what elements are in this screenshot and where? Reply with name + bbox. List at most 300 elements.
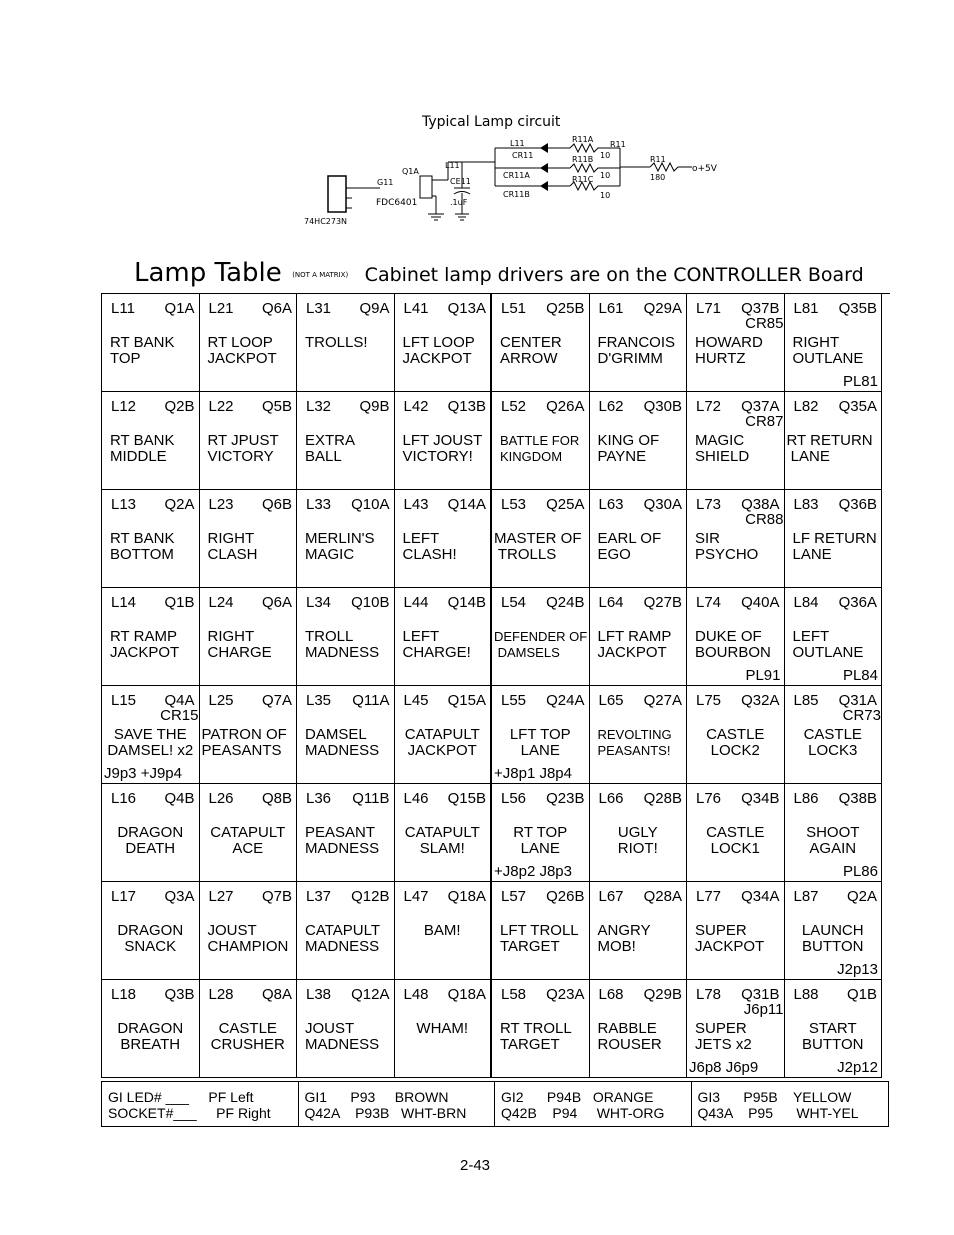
lamp-number: L16 (111, 790, 137, 807)
svg-text:CR11A: CR11A (503, 171, 530, 180)
lamp-description: FRANCOIS D'GRIMM (597, 334, 676, 367)
lamp-number: L57 (501, 888, 527, 905)
lamp-cell (785, 588, 883, 686)
driver-transistor: Q7A (261, 692, 292, 709)
driver-transistor: Q30A (643, 496, 682, 513)
svg-text:.1uF: .1uF (450, 198, 468, 207)
lamp-cell (395, 882, 493, 980)
lamp-description: LEFT CHARGE! (402, 628, 471, 661)
lamp-cell (102, 392, 200, 490)
lamp-cell (395, 980, 493, 1078)
lamp-description: SUPER JACKPOT (695, 922, 765, 955)
lamp-description: LF RETURN LANE (792, 530, 877, 563)
gi-table (101, 1081, 889, 1127)
lamp-number: L61 (598, 300, 624, 317)
driver-transistor: Q10B (351, 594, 390, 611)
driver-transistor: Q31A (838, 692, 877, 709)
lamp-number: L58 (501, 986, 527, 1003)
driver-transistor: Q9A (359, 300, 390, 317)
lamp-description: RT RETURN LANE (786, 432, 873, 465)
lamp-number: L41 (403, 300, 429, 317)
driver-transistor: Q23B (546, 790, 585, 807)
driver-ref: J6p11 (743, 1001, 784, 1018)
lamp-number: L74 (696, 594, 722, 611)
lamp-table-note: (NOT A MATRIX) (292, 271, 349, 279)
driver-transistor: Q13B (447, 398, 486, 415)
driver-transistor: Q38A (741, 496, 780, 513)
lamp-description: EARL OF EGO (597, 530, 662, 563)
lamp-description: DAMSEL MADNESS (305, 726, 380, 759)
driver-transistor: Q2A (164, 496, 195, 513)
driver-ref: CR85 (745, 315, 784, 332)
driver-transistor: Q6B (261, 496, 292, 513)
driver-transistor: Q14B (447, 594, 486, 611)
lamp-cell (102, 686, 200, 784)
driver-transistor: Q2B (164, 398, 195, 415)
lamp-description: LFT RAMP JACKPOT (597, 628, 672, 661)
lamp-row (102, 490, 890, 588)
ic-74hc273n (328, 176, 346, 212)
lamp-cell (200, 588, 298, 686)
lamp-description: CASTLE CRUSHER (210, 1020, 285, 1053)
lamp-number: L37 (306, 888, 332, 905)
driver-transistor: Q6A (261, 594, 292, 611)
lamp-number: L62 (598, 398, 624, 415)
lamp-number: L34 (306, 594, 332, 611)
lamp-number: L66 (598, 790, 624, 807)
lamp-number: L14 (111, 594, 137, 611)
lamp-cell (297, 588, 395, 686)
lamp-number: L15 (111, 692, 137, 709)
lamp-number: L78 (696, 986, 722, 1003)
lamp-number: L54 (501, 594, 527, 611)
lamp-number: L51 (501, 300, 527, 317)
connector-ref: J6p8 J6p9 (689, 1059, 759, 1076)
gi-line: GI LED# ___ PF Left (108, 1089, 254, 1105)
lamp-description: RABBLE ROUSER (597, 1020, 662, 1053)
lamp-description: BATTLE FOR KINGDOM (500, 433, 580, 464)
lamp-number: L44 (403, 594, 429, 611)
lamp-description: RT TOP LANE (513, 824, 568, 857)
lamp-cell (785, 294, 883, 392)
lamp-description: TROLLS! (305, 334, 368, 351)
lamp-number: L26 (208, 790, 234, 807)
driver-transistor: Q15A (447, 692, 486, 709)
lamp-description: SIR PSYCHO (695, 530, 759, 563)
lamp-cell (687, 686, 785, 784)
lamp-description: LEFT CLASH! (402, 530, 457, 563)
driver-transistor: Q24B (546, 594, 585, 611)
lamp-description: DRAGON DEATH (117, 824, 184, 857)
lamp-cell (200, 882, 298, 980)
lamp-number: L53 (501, 496, 527, 513)
page-number: 2-43 (460, 1157, 491, 1174)
gi-line: SOCKET#___ PF Right (108, 1105, 271, 1121)
lamp-description: CENTER ARROW (500, 334, 562, 367)
svg-text:10: 10 (600, 191, 611, 200)
driver-transistor: Q38B (838, 790, 877, 807)
driver-transistor: Q4A (164, 692, 195, 709)
driver-transistor: Q9B (359, 398, 390, 415)
lamp-description: KING OF PAYNE (597, 432, 660, 465)
lamp-description: CATAPULT JACKPOT (404, 726, 480, 759)
driver-transistor: Q12A (351, 986, 390, 1003)
lamp-description: JOUST CHAMPION (207, 922, 289, 955)
lamp-description: DEFENDER OF DAMSELS (494, 629, 588, 660)
lamp-description: DRAGON SNACK (117, 922, 184, 955)
lamp-description: MAGIC SHIELD (695, 432, 750, 465)
lamp-description: PATRON OF PEASANTS (201, 726, 287, 759)
lamp-cell (395, 490, 493, 588)
lamp-cell (590, 392, 688, 490)
lamp-number: L23 (208, 496, 234, 513)
svg-text:R11A: R11A (572, 135, 594, 144)
driver-transistor: Q36A (838, 594, 877, 611)
svg-text:R11: R11 (610, 140, 626, 149)
connector-ref: J2p13 (837, 961, 878, 978)
lamp-number: L67 (598, 888, 624, 905)
lamp-number: L35 (306, 692, 332, 709)
driver-transistor: Q6A (261, 300, 292, 317)
lamp-cell (297, 784, 395, 882)
lamp-number: L11 (111, 300, 135, 317)
driver-ref: CR73 (842, 707, 881, 724)
lamp-number: L76 (696, 790, 722, 807)
lamp-number: L88 (793, 986, 819, 1003)
svg-text:R11: R11 (650, 155, 666, 164)
lamp-number: L21 (208, 300, 234, 317)
driver-transistor: Q18A (447, 888, 486, 905)
lamp-cell (590, 784, 688, 882)
lamp-description: BAM! (423, 922, 461, 939)
driver-transistor: Q37B (741, 300, 780, 317)
lamp-cell (785, 980, 883, 1078)
lamp-cell (785, 490, 883, 588)
lamp-number: L55 (501, 692, 527, 709)
driver-transistor: Q27B (643, 594, 682, 611)
lamp-cell (102, 588, 200, 686)
driver-transistor: Q36B (838, 496, 877, 513)
lamp-cell (395, 392, 493, 490)
lamp-description: LEFT OUTLANE (792, 628, 864, 661)
connector-ref: J2p12 (837, 1059, 878, 1076)
lamp-number: L84 (793, 594, 819, 611)
svg-text:G11: G11 (377, 178, 394, 187)
lamp-cell (297, 980, 395, 1078)
driver-transistor: Q28A (643, 888, 682, 905)
driver-transistor: Q7B (261, 888, 292, 905)
lamp-cell (590, 294, 688, 392)
connector-ref: PL84 (842, 667, 878, 684)
lamp-cell (102, 490, 200, 588)
lamp-cell (590, 490, 688, 588)
lamp-description: EXTRA BALL (305, 432, 356, 465)
lamp-cell (687, 490, 785, 588)
lamp-cell (687, 588, 785, 686)
driver-transistor: Q34A (741, 888, 780, 905)
lamp-cell (687, 392, 785, 490)
lamp-number: L13 (111, 496, 137, 513)
lamp-circuit-diagram (300, 110, 740, 230)
lamp-cell (785, 882, 883, 980)
lamp-number: L72 (696, 398, 722, 415)
lamp-row (102, 882, 890, 980)
lamp-cell (590, 588, 688, 686)
driver-transistor: Q18A (447, 986, 486, 1003)
lamp-number: L48 (403, 986, 429, 1003)
lamp-row (102, 588, 890, 686)
driver-transistor: Q40A (741, 594, 780, 611)
lamp-cell (785, 784, 883, 882)
lamp-description: HOWARD HURTZ (695, 334, 763, 367)
svg-text:CR11: CR11 (512, 151, 534, 160)
svg-text:CR11B: CR11B (503, 190, 530, 199)
lamp-cell (395, 588, 493, 686)
lamp-cell (200, 294, 298, 392)
driver-ref: CR88 (745, 511, 784, 528)
lamp-description: SUPER JETS x2 (695, 1020, 752, 1053)
lamp-cell (200, 490, 298, 588)
lamp-number: L18 (111, 986, 137, 1003)
lamp-number: L63 (598, 496, 624, 513)
lamp-cell (492, 686, 590, 784)
driver-transistor: Q15B (447, 790, 486, 807)
lamp-number: L47 (403, 888, 429, 905)
lamp-cell (395, 686, 493, 784)
svg-text:10: 10 (600, 151, 611, 160)
lamp-description: RT BANK BOTTOM (110, 530, 175, 563)
lamp-row (102, 980, 890, 1078)
connector-ref: PL86 (842, 863, 878, 880)
lamp-number: L42 (403, 398, 429, 415)
lamp-number: L45 (403, 692, 429, 709)
lamp-description: RIGHT CHARGE (207, 628, 272, 661)
driver-transistor: Q25A (546, 496, 585, 513)
driver-transistor: Q28B (643, 790, 682, 807)
driver-transistor: Q4B (164, 790, 195, 807)
lamp-cell (785, 392, 883, 490)
lamp-table-subtitle: Cabinet lamp drivers are on the CONTROLLER Board (364, 264, 864, 286)
lamp-number: L31 (306, 300, 332, 317)
driver-transistor: Q5B (261, 398, 292, 415)
mosfet-q1a (420, 176, 432, 198)
lamp-description: LFT TROLL TARGET (500, 922, 579, 955)
lamp-cell (590, 980, 688, 1078)
lamp-number: L24 (208, 594, 234, 611)
driver-transistor: Q34B (741, 790, 780, 807)
svg-text:FDC6401: FDC6401 (376, 198, 418, 208)
connector-ref: J9p3 +J9p4 (104, 765, 182, 782)
lamp-description: SAVE THE DAMSEL! x2 (107, 726, 194, 759)
lamp-cell (492, 392, 590, 490)
lamp-description: CATAPULT ACE (210, 824, 286, 857)
lamp-cell (687, 882, 785, 980)
driver-transistor: Q14A (447, 496, 486, 513)
lamp-number: L71 (696, 300, 722, 317)
driver-transistor: Q12B (351, 888, 390, 905)
lamp-number: L52 (501, 398, 527, 415)
lamp-cell (492, 490, 590, 588)
lamp-description: START BUTTON (802, 1020, 864, 1053)
driver-transistor: Q1A (164, 300, 195, 317)
driver-transistor: Q8B (261, 790, 292, 807)
lamp-table-title: Lamp Table (134, 258, 282, 288)
lamp-cell (200, 784, 298, 882)
lamp-cell (590, 686, 688, 784)
gi-line: GI1 P93 BROWN (304, 1089, 449, 1105)
lamp-number: L86 (793, 790, 819, 807)
lamp-number: L17 (111, 888, 137, 905)
svg-text:180: 180 (650, 173, 666, 182)
lamp-cell (395, 294, 493, 392)
lamp-description: CATAPULT MADNESS (305, 922, 381, 955)
lamp-description: RT RAMP JACKPOT (110, 628, 180, 661)
driver-transistor: Q3A (164, 888, 195, 905)
lamp-number: L73 (696, 496, 722, 513)
lamp-row (102, 294, 890, 392)
lamp-cell (102, 784, 200, 882)
lamp-description: DUKE OF BOURBON (695, 628, 771, 661)
lamp-number: L56 (501, 790, 527, 807)
lamp-cell (395, 784, 493, 882)
lamp-cell (492, 882, 590, 980)
lamp-cell (687, 784, 785, 882)
lamp-description: LAUNCH BUTTON (801, 922, 864, 955)
lamp-number: L81 (793, 300, 819, 317)
driver-ref: CR15 (160, 707, 199, 724)
lamp-cell (200, 686, 298, 784)
lamp-cell (297, 686, 395, 784)
gi-line: GI3 P95B YELLOW (697, 1089, 852, 1105)
lamp-description: RIGHT CLASH (207, 530, 258, 563)
driver-transistor: Q1B (164, 594, 195, 611)
svg-text:CE11: CE11 (450, 177, 471, 186)
driver-transistor: Q29A (643, 300, 682, 317)
lamp-table-grid (101, 293, 890, 1078)
driver-transistor: Q1B (846, 986, 877, 1003)
driver-transistor: Q10A (351, 496, 390, 513)
lamp-number: L43 (403, 496, 429, 513)
lamp-description: PEASANT MADNESS (305, 824, 380, 857)
lamp-row (102, 392, 890, 490)
lamp-description: MASTER OF TROLLS (494, 530, 582, 563)
gi-cell (102, 1082, 299, 1126)
gi-cell (299, 1082, 496, 1126)
lamp-cell (297, 490, 395, 588)
driver-transistor: Q26B (546, 888, 585, 905)
lamp-number: L77 (696, 888, 722, 905)
svg-text:R11C: R11C (572, 175, 594, 184)
lamp-number: L22 (208, 398, 234, 415)
connector-ref: PL91 (745, 667, 781, 684)
svg-text:74HC273N: 74HC273N (304, 217, 348, 226)
lamp-cell (687, 980, 785, 1078)
svg-text:R11B: R11B (572, 155, 594, 164)
driver-transistor: Q23A (546, 986, 585, 1003)
lamp-description: RT BANK TOP (110, 334, 175, 367)
lamp-cell (102, 980, 200, 1078)
circuit-title: Typical Lamp circuit (422, 114, 561, 130)
lamp-cell (102, 294, 200, 392)
lamp-number: L12 (111, 398, 137, 415)
lamp-description: RT JPUST VICTORY (207, 432, 279, 465)
lamp-number: L83 (793, 496, 819, 513)
lamp-description: DRAGON BREATH (117, 1020, 184, 1053)
lamp-cell (492, 294, 590, 392)
lamp-number: L28 (208, 986, 234, 1003)
lamp-number: L87 (793, 888, 819, 905)
driver-ref: CR87 (745, 413, 784, 430)
lamp-number: L32 (306, 398, 332, 415)
lamp-description: WHAM! (416, 1020, 469, 1037)
lamp-number: L38 (306, 986, 332, 1003)
lamp-cell (492, 784, 590, 882)
gi-cell (495, 1082, 692, 1126)
lamp-cell (492, 980, 590, 1078)
driver-transistor: Q24A (546, 692, 585, 709)
lamp-description: JOUST MADNESS (305, 1020, 380, 1053)
lamp-cell (492, 588, 590, 686)
lamp-description: SHOOT AGAIN (806, 824, 860, 857)
driver-transistor: Q11A (352, 692, 390, 709)
gi-line: Q42A P93B WHT-BRN (304, 1105, 467, 1121)
gi-line: Q42B P94 WHT-ORG (501, 1105, 665, 1121)
driver-transistor: Q30B (643, 398, 682, 415)
lamp-number: L36 (306, 790, 332, 807)
lamp-description: LFT JOUST VICTORY! (402, 432, 483, 465)
driver-transistor: Q27A (643, 692, 682, 709)
driver-transistor: Q11B (352, 790, 390, 807)
lamp-table-header (134, 258, 894, 292)
lamp-cell (102, 882, 200, 980)
gi-cell (692, 1082, 889, 1126)
driver-transistor: Q31B (741, 986, 780, 1003)
lamp-number: L27 (208, 888, 234, 905)
driver-transistor: Q35A (838, 398, 877, 415)
driver-transistor: Q13A (447, 300, 486, 317)
lamp-cell (200, 980, 298, 1078)
lamp-number: L25 (208, 692, 234, 709)
lamp-description: REVOLTING PEASANTS! (597, 727, 672, 758)
driver-transistor: Q26A (546, 398, 585, 415)
lamp-cell (590, 882, 688, 980)
driver-transistor: Q37A (741, 398, 780, 415)
connector-ref: PL81 (842, 373, 878, 390)
lamp-description: MERLIN'S MAGIC (305, 530, 375, 563)
lamp-description: LFT LOOP JACKPOT (402, 334, 475, 367)
lamp-number: L65 (598, 692, 624, 709)
lamp-description: LFT TOP LANE (509, 726, 571, 759)
lamp-number: L46 (403, 790, 429, 807)
svg-text:L11: L11 (510, 139, 525, 148)
lamp-number: L68 (598, 986, 624, 1003)
lamp-description: CATAPULT SLAM! (404, 824, 480, 857)
lamp-number: L82 (793, 398, 819, 415)
svg-text:L11: L11 (445, 161, 460, 170)
lamp-description: RT BANK MIDDLE (110, 432, 175, 465)
svg-text:Q1A: Q1A (402, 167, 419, 176)
gi-line: GI2 P94B ORANGE (501, 1089, 654, 1105)
lamp-description: UGLY RIOT! (617, 824, 658, 857)
lamp-number: L64 (598, 594, 624, 611)
svg-text:10: 10 (600, 171, 611, 180)
driver-transistor: Q25B (546, 300, 585, 317)
lamp-cell (297, 294, 395, 392)
lamp-row (102, 784, 890, 882)
connector-ref: +J8p2 J8p3 (494, 863, 572, 880)
lamp-number: L85 (793, 692, 819, 709)
driver-transistor: Q8A (261, 986, 292, 1003)
